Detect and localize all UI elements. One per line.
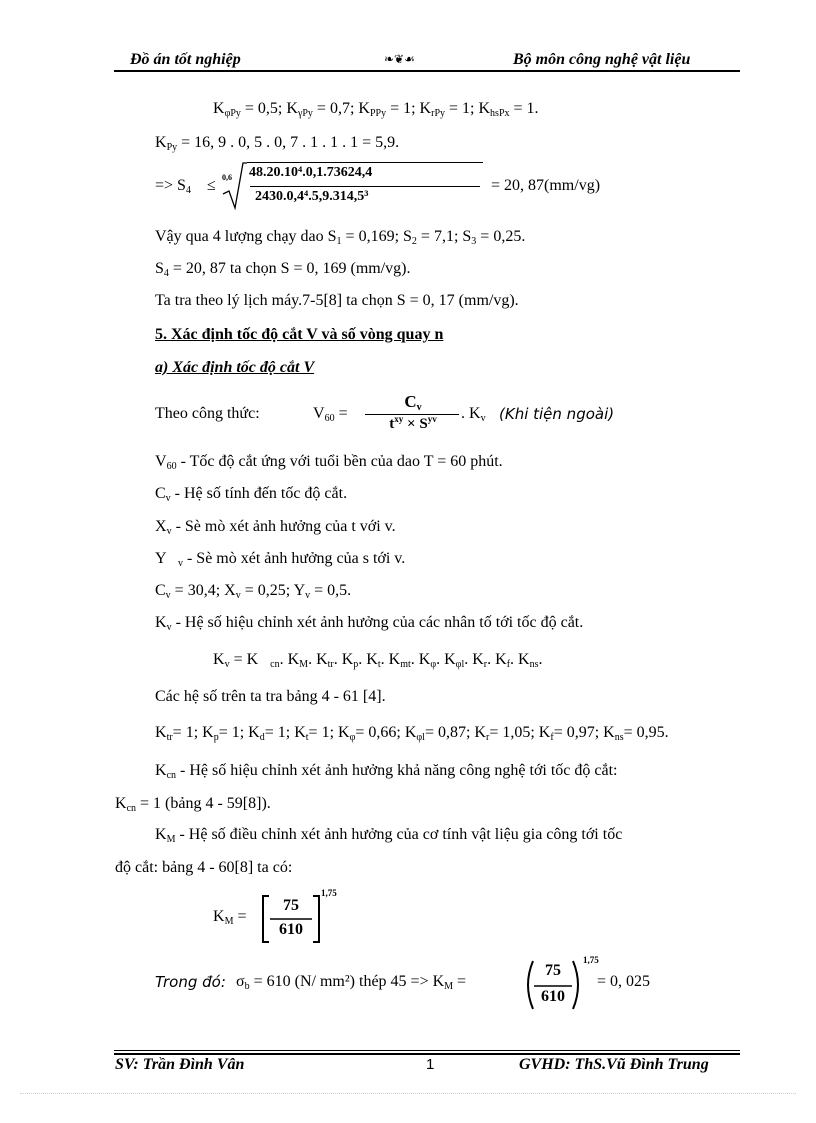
km-line-1: $K_M$ - Hệ số điều chỉnh xét ảnh hưởng của cơ tính vật liệu gia công tới tốc (155, 826, 623, 845)
section-5-heading: 5. Xác định tốc độ cắt V và số vòng quay n (155, 326, 444, 343)
s4-choice-line: $S_4 = 20$, 87 ta chọn S = 0, 169 (mm/vg). (155, 260, 411, 279)
footer-rule-bottom (114, 1053, 740, 1055)
footer-right: GVHD: ThS.Vũ Đình Trung (519, 1056, 709, 1073)
def-yv: Y $_v$ - Sè mò xét ảnh hưởng của s tới v. (155, 550, 406, 569)
values-line: $C_v = 30,4$; $X_v = 0,25$; $Y_v = 0,5$. (155, 582, 352, 601)
def-xv: $X_v$ - Sè mò xét ảnh hưởng của t với v. (155, 518, 396, 537)
def-v60: $V_{60}$ - Tốc độ cắt ứng với tuổi bền của dao T = 60 phút. (155, 453, 503, 472)
root-sign-icon (221, 160, 247, 212)
def-kv: $K_v$ - Hệ số hiệu chỉnh xét ảnh hưởng của các nhân tố tới tốc độ cắt. (155, 614, 584, 633)
coef-values-line: $K_{tr}= 1$; $K_p= 1$; $K_d= 1$; $K_t= 1$; $K_\varphi= 0,66$; $K_{\varphi l}= 0,87$; $K_r= 1,05$; $K_f= 0,97$; $K_{ns}= 0,95$. (155, 724, 669, 743)
kv-formula: $K_v = K$ $_{cn}$. $K_M$. $K_{tr}$. $K_p$. $K_t$. $K_{mt}$. $K_\varphi$. $K_{\varphi l}$. $K_r$. $K_f$. $K_{ns}$. (213, 651, 543, 670)
kcn-line-1: $K_{cn}$ - Hệ số hiệu chỉnh xét ảnh hưởng khả năng công nghệ tới tốc độ cắt: (155, 762, 618, 781)
page-bottom-divider (20, 1093, 796, 1094)
kcn-line-2: $K_{cn} = 1$ (bảng 4 - 59[8]). (115, 795, 271, 814)
footer-rule-top (114, 1050, 740, 1051)
kpy-line: $K_{Py} = 16$, 9 . 0, 5 . 0, 7 . 1 . 1 . 1 = 5,9. (155, 134, 400, 153)
header-ornament: ❧❦☙ (384, 52, 415, 66)
km-line-2: độ cắt: bảng 4 - 60[8] ta có: (115, 859, 293, 876)
header-right: Bộ môn công nghệ vật liệu (513, 51, 691, 68)
footer-left: SV: Trần Đình Vân (115, 1056, 245, 1073)
coef-line-py: $K_{\varphi Py} = 0,5$; $K_{\gamma Py} = 0,7$; $K_{PPy} = 1$; $K_{rPy} = 1$; $K_{hsPx} = 1$. (213, 100, 539, 119)
s-values-line: Vậy qua 4 lượng chạy dao $S_1 = 0,169$; $S_2 = 7,1$; $S_3 = 0,25$. (155, 228, 526, 247)
table-ref-line: Các hệ số trên ta tra bảng 4 - 61 [4]. (155, 688, 386, 705)
subsection-a-heading: a) Xác định tốc độ cắt V (155, 359, 315, 376)
header-rule (114, 70, 740, 72)
machine-lookup-line: Ta tra theo lý lịch máy.7-5[8] ta chọn S = 0, 17 (mm/vg). (155, 292, 519, 309)
def-cv: $C_v$ - Hệ số tính đến tốc độ cắt. (155, 485, 348, 504)
page-number: 1 (426, 1056, 435, 1073)
header-left: Đồ án tốt nghiệp (130, 51, 241, 68)
